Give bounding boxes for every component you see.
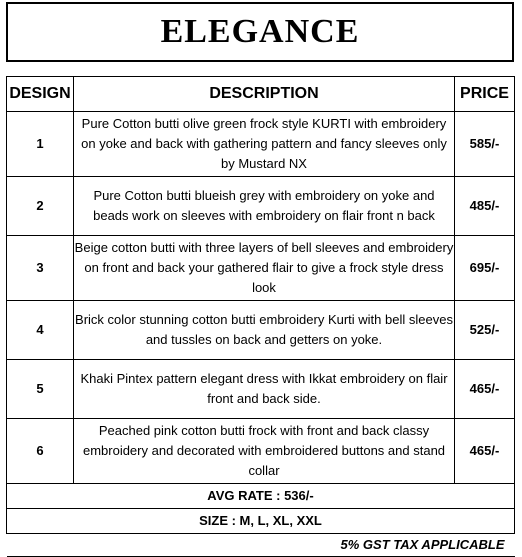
design-number: 3: [7, 236, 74, 301]
design-description: Pure Cotton butti blueish grey with embroidery on yoke and beads work on sleeves with embroidery on flair front n back: [74, 177, 455, 236]
design-description: Peached pink cotton butti frock with front and back classy embroidery and decorated with embroidered buttons and stand collar: [74, 419, 455, 484]
size-row: [7, 509, 515, 534]
design-price: 465/-: [455, 360, 515, 419]
design-price: 585/-: [455, 112, 515, 177]
header-description: DESCRIPTION: [74, 77, 455, 112]
header-price: PRICE: [455, 77, 515, 112]
table-row: [7, 360, 515, 419]
size-list: SIZE : M, L, XL, XXL: [7, 509, 515, 534]
table-row: [7, 177, 515, 236]
design-price: 485/-: [455, 177, 515, 236]
table-row: [7, 112, 515, 177]
design-number: 4: [7, 301, 74, 360]
design-price: 525/-: [455, 301, 515, 360]
design-price: 465/-: [455, 419, 515, 484]
design-description: Khaki Pintex pattern elegant dress with Ikkat embroidery on flair front and back side.: [74, 360, 455, 419]
design-description: Pure Cotton butti olive green frock style KURTI with embroidery on yoke and back with gathering pattern and fancy sleeves only by Mustard NX: [74, 112, 455, 177]
table-header-row: [7, 77, 515, 112]
avg-rate-row: [7, 484, 515, 509]
table-row: [7, 301, 515, 360]
design-number: 2: [7, 177, 74, 236]
product-table: [6, 76, 515, 557]
design-number: 5: [7, 360, 74, 419]
tax-row: [7, 534, 515, 557]
design-number: 1: [7, 112, 74, 177]
design-description: Beige cotton butti with three layers of bell sleeves and embroidery on front and back your gathered flair to give a frock style dress look: [74, 236, 455, 301]
design-description: Brick color stunning cotton butti embroidery Kurti with bell sleeves and tussles on back and getters on yoke.: [74, 301, 455, 360]
header-design: DESIGN: [7, 77, 74, 112]
title-box: [6, 2, 514, 62]
tax-note: 5% GST TAX APPLICABLE: [7, 534, 515, 557]
table-row: [7, 419, 515, 484]
design-number: 6: [7, 419, 74, 484]
avg-rate: AVG RATE : 536/-: [7, 484, 515, 509]
table-row: [7, 236, 515, 301]
page-title: ELEGANCE: [160, 13, 360, 50]
design-price: 695/-: [455, 236, 515, 301]
